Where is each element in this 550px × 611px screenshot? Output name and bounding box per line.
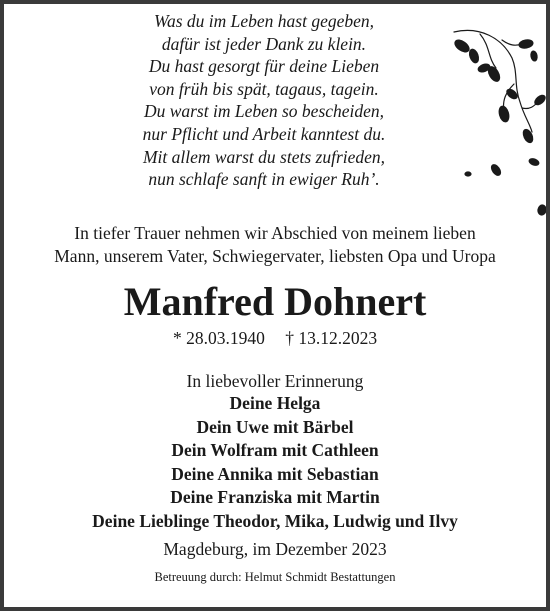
intro-line: In tiefer Trauer nehmen wir Abschied von meinem lieben — [74, 223, 476, 243]
funeral-home-credit: Betreuung durch: Helmut Schmidt Bestattungen — [154, 570, 396, 584]
poem — [64, 10, 464, 191]
poem-line: von früh bis spät, tagaus, tagein. — [149, 78, 379, 99]
intro-line: Mann, unserem Vater, Schwiegervater, liebsten Opa und Uropa — [54, 246, 496, 266]
deceased-name: Manfred Dohnert — [123, 279, 427, 324]
obituary-card — [4, 4, 546, 607]
family-member: Deine Franziska mit Martin — [170, 487, 380, 508]
life-dates — [4, 327, 546, 349]
memory-heading-text: In liebevoller Erinnerung — [186, 371, 364, 391]
poem-line: dafür ist jeder Dank zu klein. — [161, 33, 367, 54]
family-member: Deine Annika mit Sebastian — [171, 463, 379, 484]
family-member: Dein Uwe mit Bärbel — [196, 416, 354, 437]
place-date: Magdeburg, im Dezember 2023 — [163, 539, 387, 559]
poem-line: nur Pflicht und Arbeit kanntest du. — [142, 123, 386, 144]
poem-line: nun schlafe sanft in ewiger Ruh’. — [148, 169, 380, 190]
poem-line: Du hast gesorgt für deine Lieben — [148, 56, 380, 77]
birth-date: * 28.03.1940 — [172, 328, 265, 348]
death-date: † 13.12.2023 — [285, 328, 378, 348]
intro-text — [4, 222, 546, 268]
family-member: Dein Wolfram mit Cathleen — [171, 440, 379, 461]
poem-line: Was du im Leben hast gegeben, — [153, 11, 375, 31]
family-member: Deine Helga — [229, 393, 321, 413]
falling-leaves-icon — [440, 24, 546, 224]
family-member: Deine Lieblinge Theodor, Mika, Ludwig und Ilvy — [92, 510, 458, 531]
poem-line: Du warst im Leben so bescheiden, — [143, 101, 385, 122]
poem-line: Mit allem warst du stets zufrieden, — [142, 146, 386, 167]
family-list — [4, 392, 546, 534]
memory-heading — [4, 370, 546, 393]
